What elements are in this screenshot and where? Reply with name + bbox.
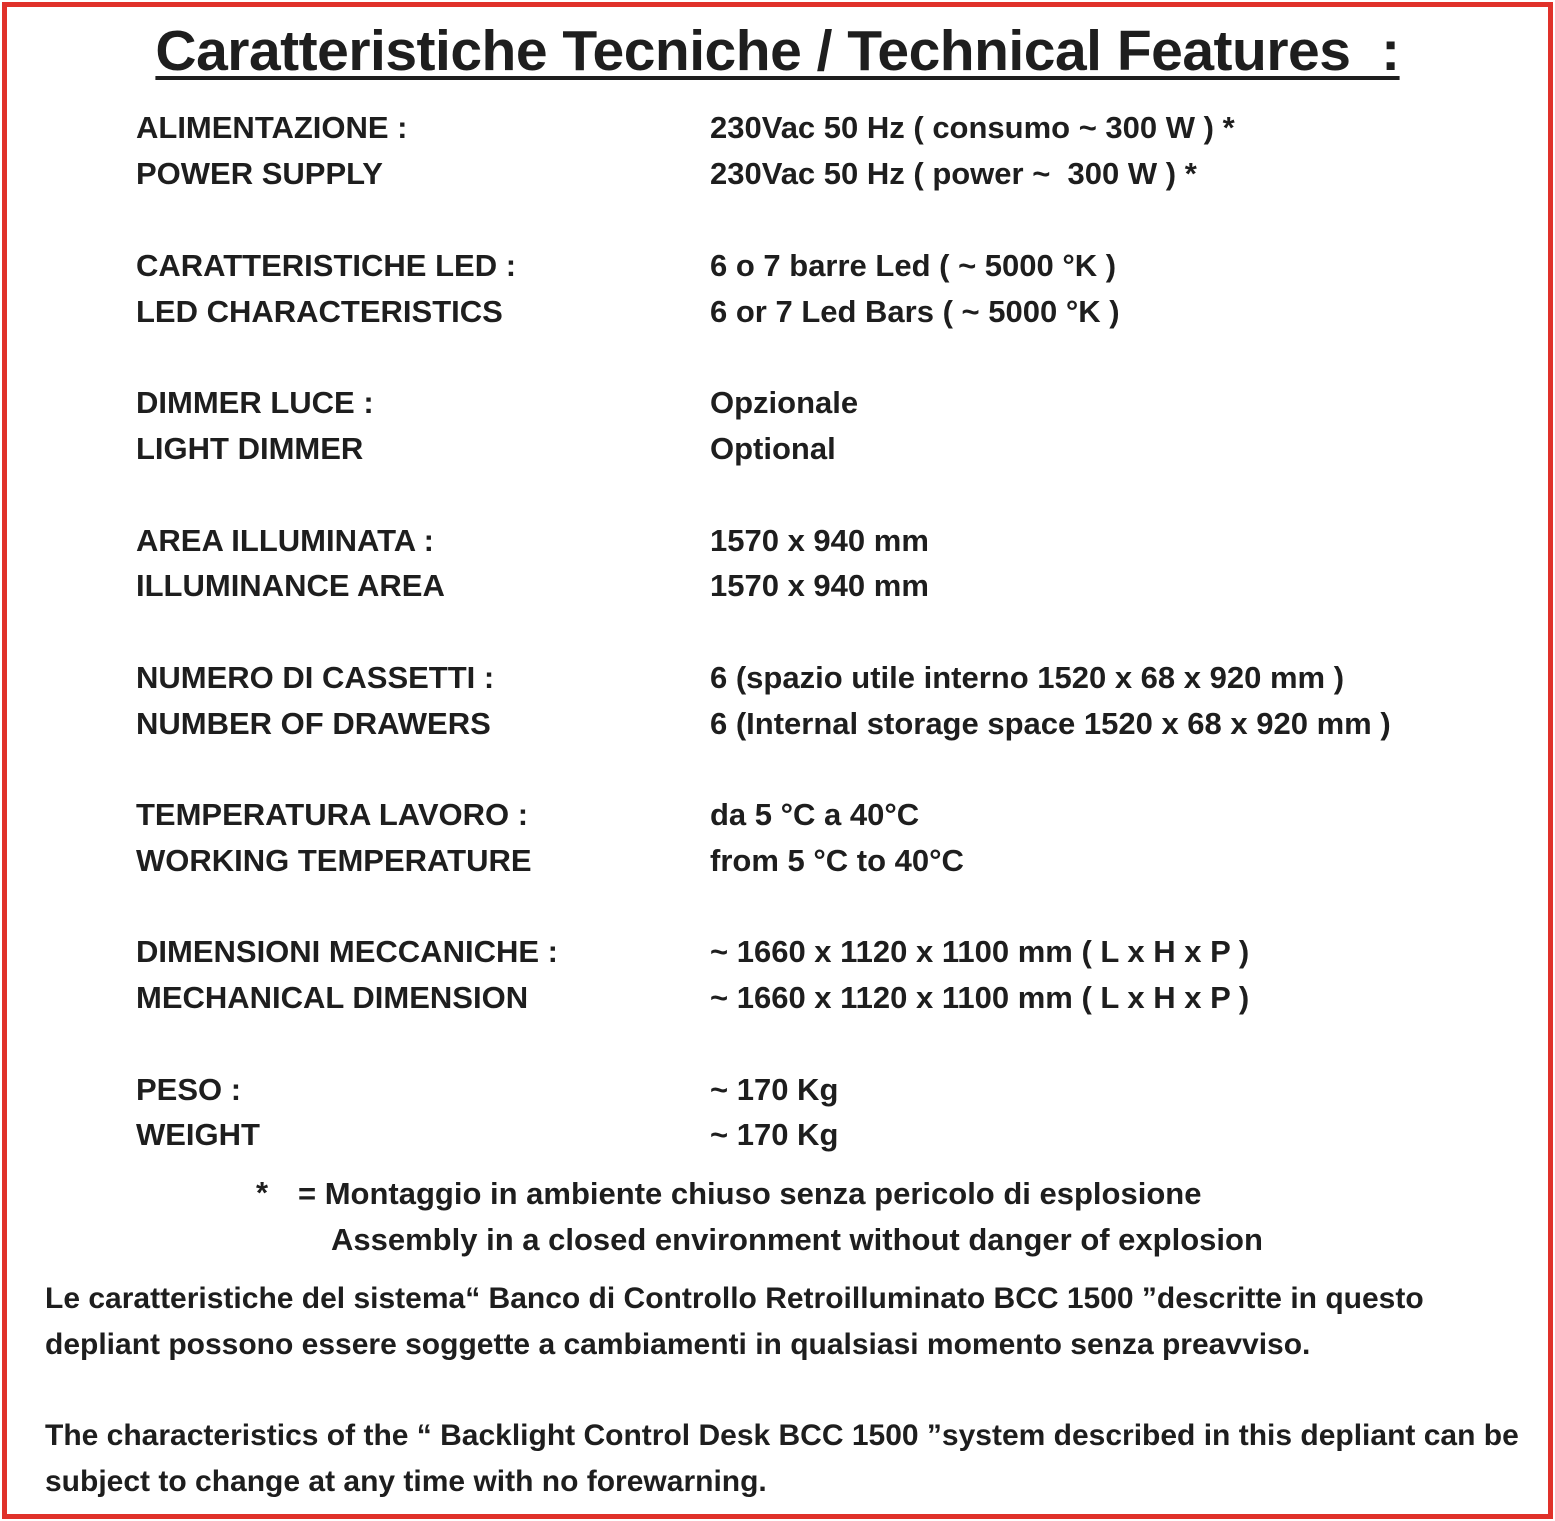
spec-value: Optional xyxy=(710,431,836,466)
spec-row-drawers-en xyxy=(0,701,1555,747)
spec-value: 230Vac 50 Hz ( consumo ~ 300 W ) * xyxy=(710,110,1235,145)
spec-row-temperature-it xyxy=(0,792,1555,838)
spec-row-power-it xyxy=(0,105,1555,151)
spec-value: 230Vac 50 Hz ( power ~ 300 W ) * xyxy=(710,156,1197,191)
spec-row-dimmer-it xyxy=(0,380,1555,426)
page-title: Caratteristiche Tecniche / Technical Features : xyxy=(155,19,1400,83)
spec-value: 1570 x 940 mm xyxy=(710,523,929,558)
spec-label: DIMMER LUCE : xyxy=(136,385,374,420)
spec-value: 6 (spazio utile interno 1520 x 68 x 920 mm ) xyxy=(710,660,1345,695)
spec-value: 6 or 7 Led Bars ( ~ 5000 °K ) xyxy=(710,294,1120,329)
disclaimer-italian: Le caratteristiche del sistema“ Banco di Controllo Retroilluminato BCC 1500 ”descritte in questo depliant possono essere soggette a cambiamenti in qualsiasi momento senza preavviso. xyxy=(45,1282,1424,1361)
spec-row-area-it xyxy=(0,518,1555,564)
spec-label: WORKING TEMPERATURE xyxy=(136,843,532,878)
disclaimer-english: The characteristics of the “ Backlight Control Desk BCC 1500 ”system described in this depliant can be subject to change at any time with no forewarning. xyxy=(45,1419,1519,1498)
spec-label: POWER SUPPLY xyxy=(136,156,383,191)
spec-value: ~ 170 Kg xyxy=(710,1072,839,1107)
spec-label: TEMPERATURA LAVORO : xyxy=(136,797,529,832)
spec-row-drawers-it xyxy=(0,655,1555,701)
spec-value: da 5 °C a 40°C xyxy=(710,797,920,832)
spec-label: PESO : xyxy=(136,1072,242,1107)
spec-label: CARATTERISTICHE LED : xyxy=(136,248,517,283)
spec-row-area-en xyxy=(0,563,1555,609)
spec-label: LIGHT DIMMER xyxy=(136,431,364,466)
spec-value: ~ 1660 x 1120 x 1100 mm ( L x H x P ) xyxy=(710,980,1250,1015)
spec-row-dimensions-it xyxy=(0,929,1555,975)
spec-value: 6 (Internal storage space 1520 x 68 x 920 mm ) xyxy=(710,706,1391,741)
spec-row-temperature-en xyxy=(0,838,1555,884)
spec-label: LED CHARACTERISTICS xyxy=(136,294,503,329)
spec-row-weight-en xyxy=(0,1112,1555,1158)
spec-row-led-it xyxy=(0,243,1555,289)
spec-value: 1570 x 940 mm xyxy=(710,568,929,603)
spec-row-dimensions-en xyxy=(0,975,1555,1021)
footnote-english: Assembly in a closed environment without danger of explosion xyxy=(331,1222,1263,1257)
spec-value: 6 o 7 barre Led ( ~ 5000 °K ) xyxy=(710,248,1117,283)
spec-label: WEIGHT xyxy=(136,1117,260,1152)
spec-label: ILLUMINANCE AREA xyxy=(136,568,445,603)
spec-row-dimmer-en xyxy=(0,426,1555,472)
spec-value: ~ 1660 x 1120 x 1100 mm ( L x H x P ) xyxy=(710,934,1250,969)
spec-label: AREA ILLUMINATA : xyxy=(136,523,434,558)
spec-label: MECHANICAL DIMENSION xyxy=(136,980,529,1015)
footnote-marker: * xyxy=(256,1175,269,1210)
spec-label: DIMENSIONI MECCANICHE : xyxy=(136,934,558,969)
spec-label: NUMBER OF DRAWERS xyxy=(136,706,491,741)
footnote-italian: = Montaggio in ambiente chiuso senza pericolo di esplosione xyxy=(298,1176,1202,1211)
spec-value: Opzionale xyxy=(710,385,859,420)
spec-row-weight-it xyxy=(0,1067,1555,1113)
spec-label: NUMERO DI CASSETTI : xyxy=(136,660,495,695)
spec-row-led-en xyxy=(0,289,1555,335)
spec-row-power-en xyxy=(0,151,1555,197)
spec-value: ~ 170 Kg xyxy=(710,1117,839,1152)
spec-label: ALIMENTAZIONE : xyxy=(136,110,408,145)
spec-value: from 5 °C to 40°C xyxy=(710,843,964,878)
